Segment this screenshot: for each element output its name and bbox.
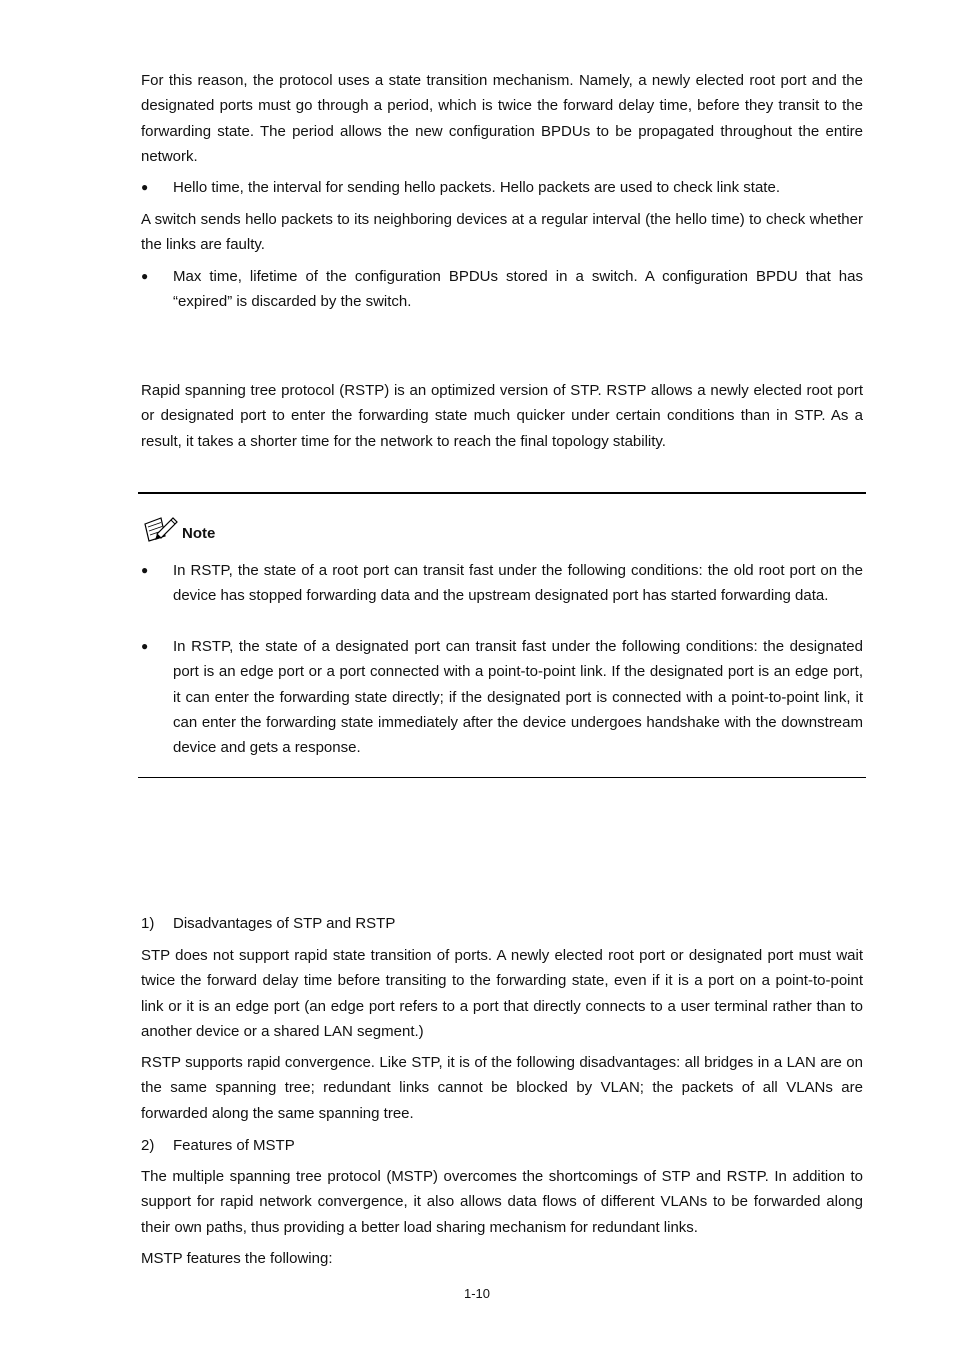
note-header: [143, 512, 215, 544]
paragraph-mstp-features-lead: MSTP features the following:: [141, 1250, 333, 1267]
numbered-heading-mstp-features: [141, 1133, 863, 1158]
page-number: 1-10: [463, 1286, 491, 1301]
numbered-heading-disadvantages: [141, 911, 863, 936]
note-bullet-designated-port: [141, 634, 863, 760]
bullet-text: Max time, lifetime of the configuration BPDUs stored in a switch. A configuration BPDU that has “expired” is discarded by the switch.: [173, 268, 863, 311]
paragraph-rstp-intro: Rapid spanning tree protocol (RSTP) is an optimized version of STP. RSTP allows a newly elected root port or designated port to enter the forwarding state much quicker under certain conditions than in STP. As a result, it takes a shorter time for the network to reach the final topology stability.: [141, 382, 863, 450]
bullet-dot: ●: [141, 269, 149, 283]
bullet-dot: ●: [141, 180, 149, 194]
paragraph-hello-packets: A switch sends hello packets to its neighboring devices at a regular interval (the hello time) to check whether the links are faulty.: [141, 211, 863, 254]
note-bottom-rule: [138, 777, 866, 778]
list-heading-text: Disadvantages of STP and RSTP: [173, 915, 396, 932]
paragraph-rstp-limitations: RSTP supports rapid convergence. Like STP, it is of the following disadvantages: all bridges in a LAN are on the same spanning tree; redundant links cannot be blocked by VLAN; the packets of all VLANs are forwarded along the same spanning tree.: [141, 1054, 863, 1122]
note-top-rule: [138, 492, 866, 494]
bullet-dot: ●: [141, 639, 149, 653]
bullet-dot: ●: [141, 563, 149, 577]
list-heading-text: Features of MSTP: [173, 1137, 295, 1154]
bullet-text: In RSTP, the state of a root port can transit fast under the following conditions: the old root port on the device has stopped forwarding data and the upstream designated port has started forwarding data.: [173, 562, 863, 605]
list-number: 2): [141, 1137, 155, 1154]
paragraph-state-transition: For this reason, the protocol uses a state transition mechanism. Namely, a newly elected root port and the designated ports must go through a period, which is twice the forward delay time, before they transit to the forwarding state. The period allows the new configuration BPDUs to be propagated throughout the entire network.: [141, 72, 863, 165]
note-label: Note: [182, 525, 216, 542]
list-number: 1): [141, 915, 155, 932]
bullet-item-max-time: [141, 264, 863, 315]
paragraph-stp-limitations: STP does not support rapid state transition of ports. A newly elected root port or designated port must wait twice the forward delay time before transiting to the forwarding state, even if it is a port on a point-to-point link or it is an edge port (an edge port refers to a port that directly connects to a user terminal rather than to another device or a shared LAN segment.): [141, 947, 863, 1040]
note-pencil-icon: [143, 514, 179, 544]
bullet-text: In RSTP, the state of a designated port can transit fast under the following conditions: the designated port is an edge port or a port connected with a point-to-point link. If the designated port is an edge port, it can enter the forwarding state directly; if the designated port is connected with a point-to-point link, it can enter the forwarding state immediately after the device undergoes handshake with the downstream device and gets a response.: [173, 638, 863, 757]
bullet-text: Hello time, the interval for sending hello packets. Hello packets are used to check link state.: [173, 179, 780, 196]
paragraph-mstp-intro: The multiple spanning tree protocol (MSTP) overcomes the shortcomings of STP and RSTP. In addition to support for rapid network convergence, it also allows data flows of different VLANs to be forwarded along their own paths, thus providing a better load sharing mechanism for redundant links.: [141, 1168, 863, 1236]
bullet-item-hello-time: [141, 175, 863, 200]
note-bullet-root-port: [141, 558, 863, 609]
